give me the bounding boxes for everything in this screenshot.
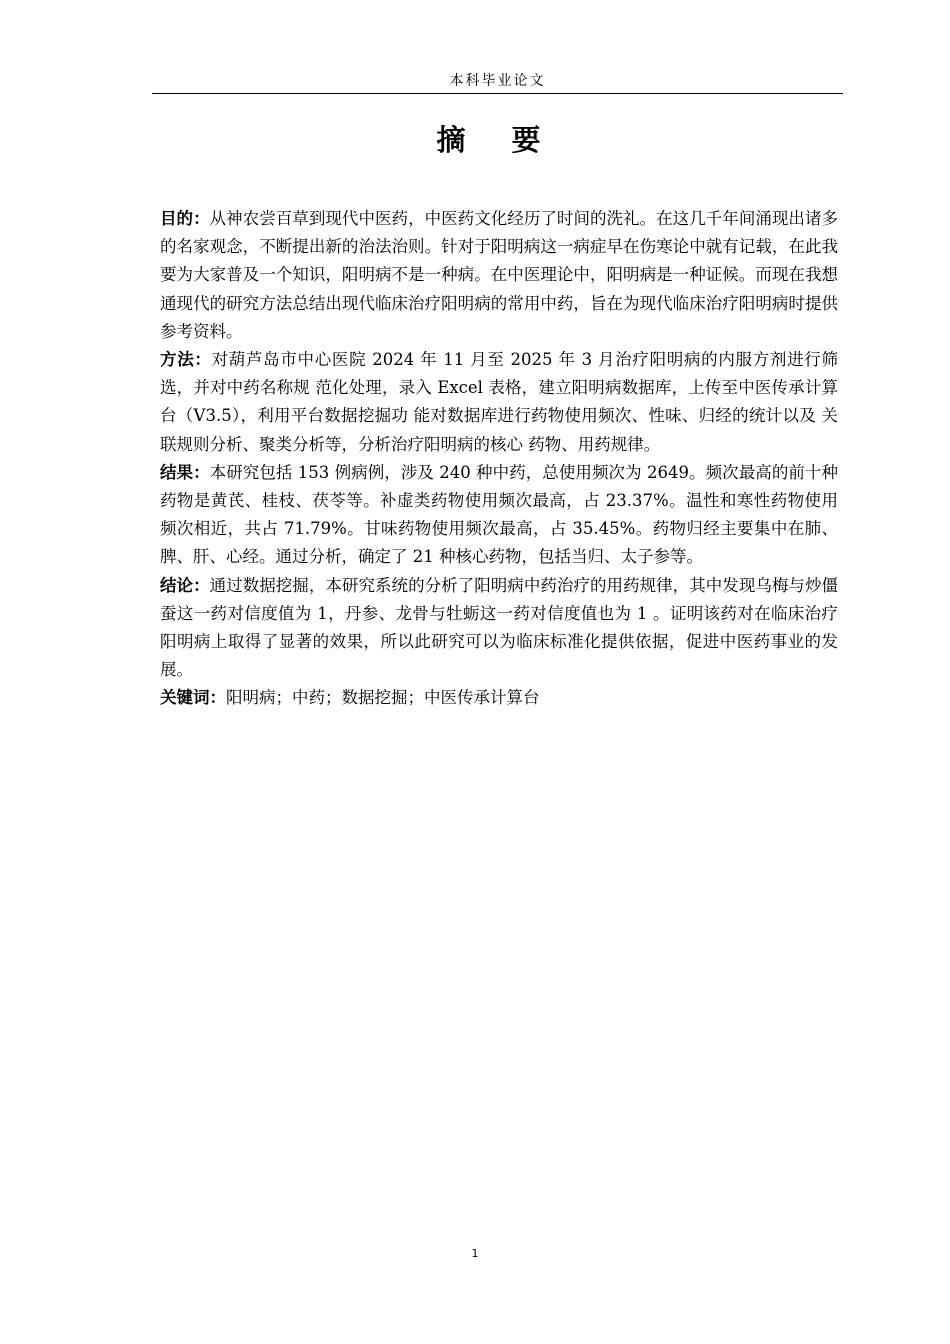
conclusion-label: 结论： <box>160 575 210 595</box>
keywords-label: 关键词： <box>160 688 226 708</box>
methods-paragraph <box>160 346 838 459</box>
running-header: 本科毕业论文 <box>449 73 546 89</box>
objective-paragraph <box>160 205 838 346</box>
conclusion-paragraph <box>160 572 838 685</box>
abstract-body <box>160 205 838 713</box>
objective-text: 从神农尝百草到现代中医药，中医药文化经历了时间的洗礼。在这几千年间涌现出诸多的名家观念，不断提出新的治法治则。针对于阳明病这一病症早在伤寒论中就有记载，在此我要为大家普及一个知识，阳明病不是一种病。在中医理论中，阳明病是一种证候。而现在我想通现代的研究方法总结出现代临床治疗阳明病的常用中药，旨在为现代临床治疗阳明病时提供参考资料。 <box>160 209 839 341</box>
results-text: 本研究包括 153 例病例，涉及 240 种中药，总使用频次为 2649。频次最高的前十种药物是黄芪、桂枝、茯苓等。补虚类药物使用频次最高，占 23.37%。温性和寒性药物使用频次相近，共占 71.79%。甘味药物使用频次最高，占 35.45%。药物归经主要集中在肺、脾、肝、心经。通过分析，确定了 21 种核心药物，包括当归、太子参等。 <box>160 462 839 567</box>
methods-label: 方法： <box>160 350 212 370</box>
page-number: 1 <box>471 1247 479 1260</box>
abstract-title: 摘 要 <box>436 123 559 157</box>
objective-label: 目的： <box>160 209 210 228</box>
methods-text: 对葫芦岛市中心医院 2024 年 11 月至 2025 年 3 月治疗阳明病的内服方剂进行筛选，并对中药名称规 范化处理，录入 Excel 表格，建立阳明病数据库，上传至中医传承计算台（V3.5），利用平台数据挖掘功 能对数据库进行药物使用频次、性味、归经的统计以及 关联规则分析、聚类分析等，分析治疗阳明病的核心 药物、用药规律。 <box>160 350 839 454</box>
keywords-text: 阳明病；中药；数据挖掘；中医传承计算台 <box>226 688 540 708</box>
results-paragraph <box>160 459 838 572</box>
results-label: 结果： <box>160 462 210 482</box>
conclusion-text: 通过数据挖掘，本研究系统的分析了阳明病中药治疗的用药规律，其中发现乌梅与炒僵蚕这一药对信度值为 1，丹参、龙骨与牡蛎这一药对信度值也为 1 。证明该药对在临床治疗阳明病上取得了显著的效果，所以此研究可以为临床标准化提供依据，促进中医药事业的发展。 <box>160 575 839 680</box>
header-divider <box>152 93 843 94</box>
keywords-paragraph <box>160 684 838 712</box>
